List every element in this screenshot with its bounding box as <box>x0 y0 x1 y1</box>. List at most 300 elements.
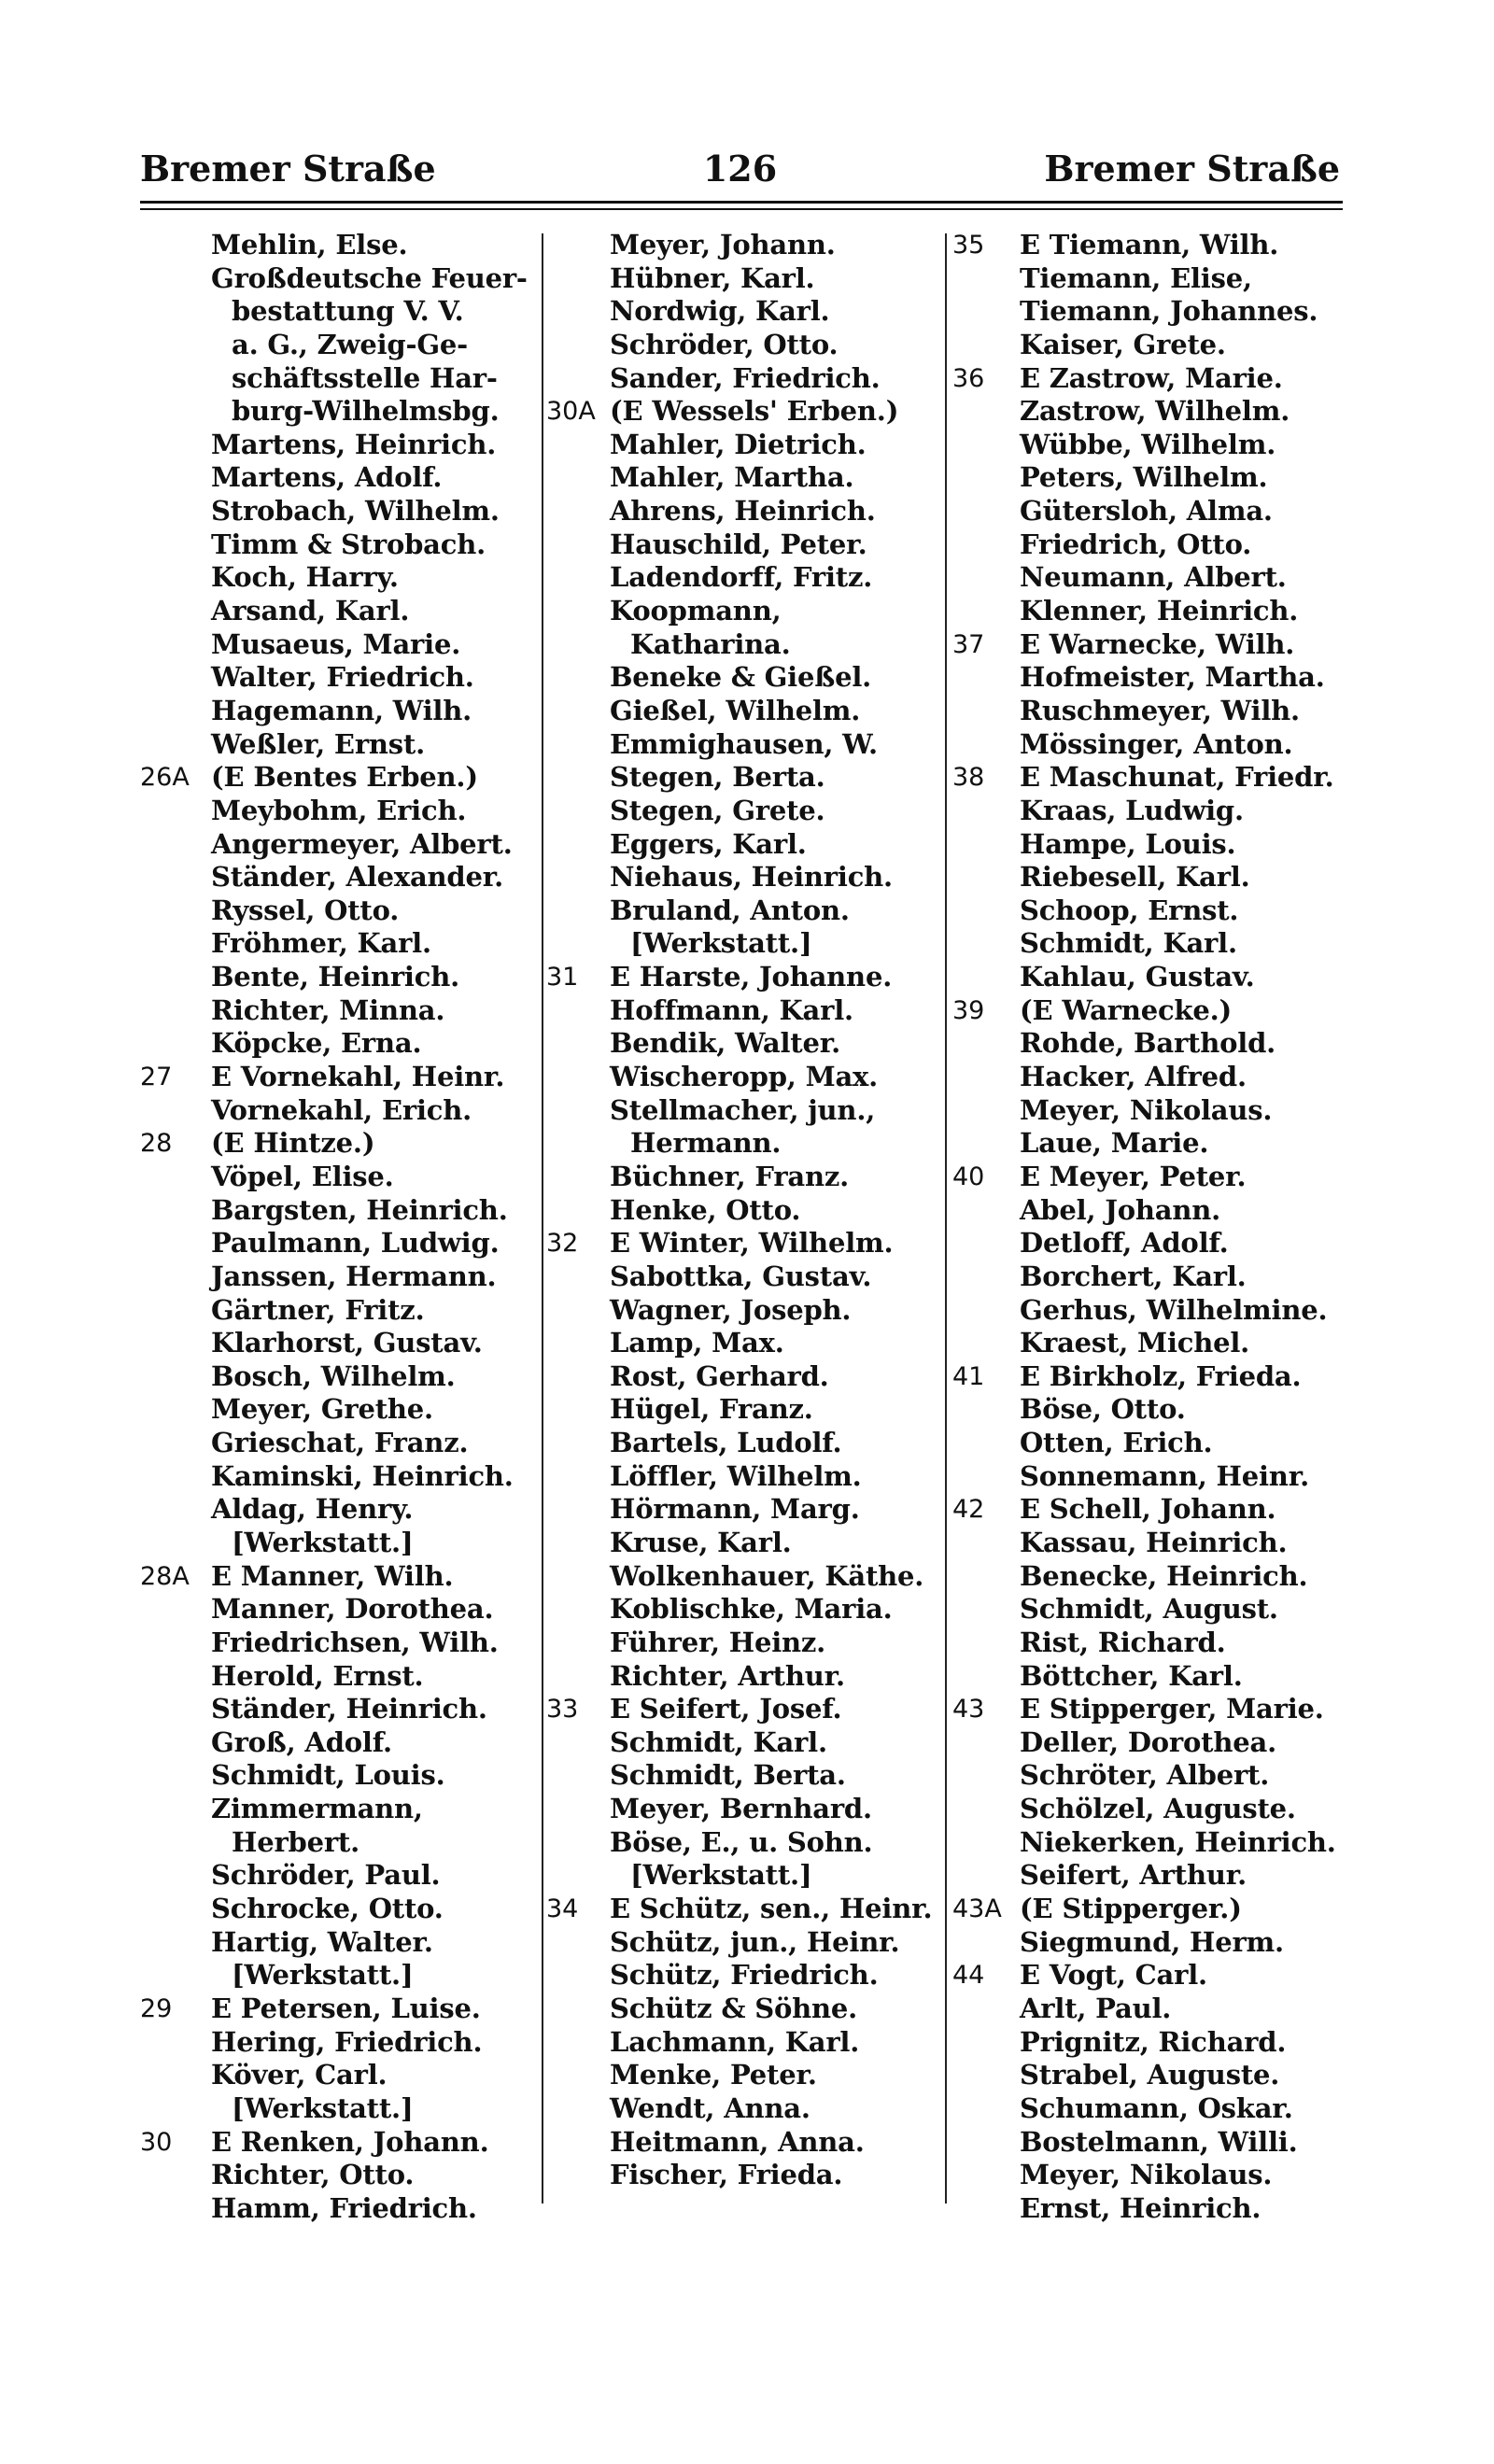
resident-name: Kaiser, Grete. <box>1020 328 1226 360</box>
directory-entry <box>140 661 537 695</box>
resident-name: E Manner, Wilh. <box>211 1559 454 1592</box>
directory-entry <box>952 927 1349 961</box>
resident-name: Meyer, Grethe. <box>211 1393 433 1426</box>
resident-name: Bosch, Wilhelm. <box>211 1359 456 1392</box>
house-number: 28 <box>140 1129 173 1159</box>
directory-entry <box>140 1527 537 1560</box>
directory-entry <box>952 1926 1349 1960</box>
directory-entry <box>952 1227 1349 1260</box>
house-number: 37 <box>952 629 985 659</box>
directory-entry <box>952 1593 1349 1626</box>
resident-name: Richter, Minna. <box>211 993 445 1026</box>
directory-entry <box>546 1327 943 1360</box>
house-number: 44 <box>952 1961 985 1991</box>
resident-name: Wendt, Anna. <box>610 2091 810 2124</box>
directory-entry <box>140 695 537 728</box>
directory-entry <box>952 1061 1349 1094</box>
house-number: 38 <box>952 763 985 793</box>
resident-name: Stegen, Berta. <box>610 761 825 794</box>
directory-entry <box>140 2159 537 2192</box>
resident-name: Sander, Friedrich. <box>610 361 881 394</box>
directory-entry <box>140 961 537 994</box>
directory-entry <box>546 1560 943 1594</box>
directory-entry <box>546 1161 943 1194</box>
directory-entry <box>952 1527 1349 1560</box>
directory-entry <box>546 1360 943 1394</box>
page-number: 126 <box>702 148 778 190</box>
resident-name: Schütz, Friedrich. <box>610 1959 879 1992</box>
resident-name: Lamp, Max. <box>610 1327 784 1359</box>
resident-name: Richter, Arthur. <box>610 1659 845 1692</box>
resident-name: Hampe, Louis. <box>1020 827 1236 860</box>
directory-entry <box>952 628 1349 662</box>
directory-entry <box>546 1926 943 1960</box>
resident-name: Meybohm, Erich. <box>211 794 467 826</box>
directory-entry <box>140 1859 537 1893</box>
directory-entry <box>140 1693 537 1726</box>
directory-entry <box>546 861 943 894</box>
resident-name: Böse, Otto. <box>1020 1393 1186 1426</box>
resident-name: Schmidt, Karl. <box>1020 927 1237 960</box>
directory-entry <box>546 961 943 994</box>
directory-entry <box>140 1161 537 1194</box>
resident-name: Niehaus, Heinrich. <box>610 861 893 894</box>
directory-entry <box>546 1826 943 1860</box>
resident-name: Gütersloh, Alma. <box>1020 495 1273 528</box>
directory-entry <box>952 695 1349 728</box>
resident-name: Schrocke, Otto. <box>211 1893 444 1925</box>
house-number: 43A <box>952 1894 1002 1924</box>
directory-entry <box>140 595 537 628</box>
resident-name: Niekerken, Heinrich. <box>1020 1825 1336 1858</box>
resident-name: Mössinger, Anton. <box>1020 727 1293 760</box>
directory-entry <box>546 1227 943 1260</box>
resident-name: Schölzel, Auguste. <box>1020 1793 1296 1825</box>
resident-name: Koch, Harry. <box>211 561 399 594</box>
directory-entry <box>140 362 537 396</box>
directory-entry <box>546 329 943 362</box>
resident-name: Mehlin, Else. <box>211 229 408 260</box>
directory-entry <box>952 1626 1349 1660</box>
resident-name: Kraas, Ludwig. <box>1020 794 1244 826</box>
directory-entry <box>546 1094 943 1128</box>
house-number: 32 <box>546 1229 579 1259</box>
resident-name: [Werkstatt.] <box>630 927 812 960</box>
directory-entry <box>546 229 943 262</box>
column-divider-1 <box>542 233 543 2204</box>
resident-name: Friedrichsen, Wilh. <box>211 1626 499 1658</box>
resident-name: Walter, Friedrich. <box>211 661 474 694</box>
resident-name: E Schell, Johann. <box>1020 1493 1276 1526</box>
resident-name: Hauschild, Peter. <box>610 528 867 560</box>
resident-name: Koopmann, <box>610 595 782 627</box>
directory-entry <box>546 1859 943 1893</box>
resident-name: Bruland, Anton. <box>610 894 850 926</box>
directory-entry <box>140 395 537 429</box>
resident-name: Deller, Dorothea. <box>1020 1725 1276 1758</box>
resident-name: Köver, Carl. <box>211 2059 388 2091</box>
house-number: 27 <box>140 1063 173 1092</box>
resident-name: Büchner, Franz. <box>610 1160 850 1192</box>
directory-entry <box>140 1660 537 1694</box>
resident-name: Neumann, Albert. <box>1020 561 1287 594</box>
resident-name: Fischer, Frieda. <box>610 2159 843 2191</box>
resident-name: (E Stipperger.) <box>1020 1893 1242 1925</box>
resident-name: Schröder, Otto. <box>610 328 839 360</box>
directory-entry <box>952 1260 1349 1294</box>
directory-entry <box>140 1360 537 1394</box>
resident-name: Bartels, Ludolf. <box>610 1427 842 1459</box>
house-number: 33 <box>546 1695 579 1725</box>
resident-name: Beneke & Gießel. <box>610 661 872 694</box>
directory-entry <box>140 1959 537 1992</box>
directory-entry <box>140 2059 537 2092</box>
directory-entry <box>952 1294 1349 1328</box>
resident-name: Wübbe, Wilhelm. <box>1020 428 1276 460</box>
directory-entry <box>952 961 1349 994</box>
directory-entry <box>140 1759 537 1793</box>
resident-name: Gießel, Wilhelm. <box>610 694 861 726</box>
resident-name: Rist, Richard. <box>1020 1626 1226 1658</box>
resident-name: Aldag, Henry. <box>211 1493 414 1526</box>
directory-entry <box>140 495 537 528</box>
directory-entry <box>546 894 943 928</box>
resident-name: E Zastrow, Marie. <box>1020 361 1283 394</box>
resident-name: Sonnemann, Heinr. <box>1020 1459 1310 1492</box>
directory-entry <box>952 1793 1349 1826</box>
resident-name: Angermeyer, Albert. <box>211 827 513 860</box>
directory-entry <box>140 1493 537 1527</box>
resident-name: Hoffmann, Karl. <box>610 993 853 1026</box>
directory-entry <box>952 1460 1349 1494</box>
resident-name: Janssen, Hermann. <box>211 1260 497 1292</box>
resident-name: E Seifert, Josef. <box>610 1693 842 1725</box>
directory-entry <box>952 262 1349 296</box>
resident-name: Böttcher, Karl. <box>1020 1659 1243 1692</box>
resident-name: E Harste, Johanne. <box>610 961 893 993</box>
resident-name: a. G., Zweig-Ge- <box>232 328 468 360</box>
resident-name: Böse, E., u. Sohn. <box>610 1825 873 1858</box>
resident-name: Ryssel, Otto. <box>211 894 400 926</box>
resident-name: (E Wessels' Erben.) <box>610 395 899 428</box>
directory-entry <box>952 2026 1349 2060</box>
resident-name: Meyer, Bernhard. <box>610 1793 872 1825</box>
resident-name: Sabottka, Gustav. <box>610 1260 872 1292</box>
resident-name: Seifert, Arthur. <box>1020 1859 1247 1892</box>
header-street-right: Bremer Straße <box>1044 148 1340 190</box>
directory-entry <box>952 1360 1349 1394</box>
resident-name: E Warnecke, Wilh. <box>1020 627 1295 660</box>
directory-entry <box>952 1127 1349 1161</box>
directory-entry <box>546 661 943 695</box>
directory-entry <box>140 1227 537 1260</box>
directory-entry <box>140 728 537 762</box>
directory-entry <box>140 329 537 362</box>
directory-entry <box>546 429 943 462</box>
directory-entry <box>546 495 943 528</box>
resident-name: Kahlau, Gustav. <box>1020 961 1255 993</box>
resident-name: Lachmann, Karl. <box>610 2025 860 2058</box>
directory-entry <box>140 1992 537 2026</box>
house-number: 35 <box>952 231 985 260</box>
directory-entry <box>546 1294 943 1328</box>
directory-entry <box>952 1726 1349 1760</box>
directory-entry <box>546 295 943 329</box>
resident-name: Schmidt, Louis. <box>211 1759 445 1792</box>
directory-entry <box>952 1893 1349 1926</box>
directory-entry <box>140 1826 537 1860</box>
directory-entry <box>140 1593 537 1626</box>
directory-entry <box>952 429 1349 462</box>
directory-entry <box>140 795 537 828</box>
directory-entry <box>546 395 943 429</box>
directory-entry <box>140 1626 537 1660</box>
directory-entry <box>546 1726 943 1760</box>
house-number: 42 <box>952 1495 985 1525</box>
directory-entry <box>952 2059 1349 2092</box>
resident-name: Hermann. <box>630 1127 782 1160</box>
resident-name: Ständer, Alexander. <box>211 861 504 894</box>
resident-name: Führer, Heinz. <box>610 1626 826 1658</box>
resident-name: E Birkholz, Frieda. <box>1020 1359 1302 1392</box>
page-header <box>140 145 1340 193</box>
resident-name: Fröhmer, Karl. <box>211 927 431 960</box>
resident-name: Manner, Dorothea. <box>211 1593 494 1626</box>
house-number: 43 <box>952 1695 985 1725</box>
directory-entry <box>546 2126 943 2160</box>
directory-entry <box>546 1427 943 1460</box>
directory-entry <box>546 1127 943 1161</box>
resident-name: Borchert, Karl. <box>1020 1260 1247 1292</box>
house-number: 34 <box>546 1894 579 1924</box>
directory-entry <box>140 1726 537 1760</box>
directory-entry <box>140 1127 537 1161</box>
resident-name: Ahrens, Heinrich. <box>610 495 876 528</box>
directory-entry <box>140 1027 537 1061</box>
resident-name: Zimmermann, <box>211 1793 423 1825</box>
resident-name: (E Warnecke.) <box>1020 993 1232 1026</box>
resident-name: Großdeutsche Feuer- <box>211 261 528 294</box>
directory-entry <box>140 1094 537 1128</box>
resident-name: Mahler, Martha. <box>610 461 854 494</box>
resident-name: Stegen, Grete. <box>610 794 825 826</box>
directory-entry <box>546 362 943 396</box>
resident-name: Katharina. <box>630 627 791 660</box>
directory-entry <box>140 461 537 495</box>
directory-entry <box>140 229 537 262</box>
resident-name: Schröter, Albert. <box>1020 1759 1270 1792</box>
resident-name: Arlt, Paul. <box>1020 1992 1172 2024</box>
directory-entry <box>546 1593 943 1626</box>
resident-name: Löffler, Wilhelm. <box>610 1459 862 1492</box>
directory-entry <box>140 828 537 862</box>
resident-name: Musaeus, Marie. <box>211 627 461 660</box>
resident-name: Mahler, Dietrich. <box>610 428 867 460</box>
directory-entry <box>952 761 1349 795</box>
header-rule-thick <box>140 201 1343 204</box>
house-number: 30 <box>140 2127 173 2157</box>
directory-entry <box>952 1427 1349 1460</box>
directory-entry <box>952 595 1349 628</box>
directory-entry <box>140 628 537 662</box>
directory-entry <box>140 1294 537 1328</box>
resident-name: Bendik, Walter. <box>610 1027 841 1060</box>
directory-entry <box>546 1893 943 1926</box>
directory-entry <box>952 2092 1349 2126</box>
directory-entry <box>546 561 943 595</box>
resident-name: Abel, Johann. <box>1020 1193 1221 1226</box>
directory-entry <box>140 1893 537 1926</box>
resident-name: burg-Wilhelmsbg. <box>232 395 500 428</box>
directory-entry <box>140 1061 537 1094</box>
resident-name: Martens, Heinrich. <box>211 428 497 460</box>
resident-name: Prignitz, Richard. <box>1020 2025 1287 2058</box>
resident-name: Kassau, Heinrich. <box>1020 1526 1288 1558</box>
directory-entry <box>952 1759 1349 1793</box>
resident-name: Kaminski, Heinrich. <box>211 1459 514 1492</box>
resident-name: bestattung V. V. <box>232 295 464 328</box>
column-1 <box>140 229 537 2225</box>
directory-entry <box>952 1327 1349 1360</box>
resident-name: Klenner, Heinrich. <box>1020 595 1299 627</box>
resident-name: Herbert. <box>232 1825 360 1858</box>
directory-entry <box>546 1493 943 1527</box>
house-number: 30A <box>546 397 596 427</box>
directory-entry <box>546 1393 943 1427</box>
resident-name: Martens, Adolf. <box>211 461 443 494</box>
directory-entry <box>140 1926 537 1960</box>
directory-entry <box>140 1260 537 1294</box>
resident-name: Strabel, Auguste. <box>1020 2059 1280 2091</box>
directory-entry <box>952 1859 1349 1893</box>
resident-name: Strobach, Wilhelm. <box>211 495 500 528</box>
resident-name: Siegmund, Herm. <box>1020 1925 1284 1958</box>
resident-name: Gärtner, Fritz. <box>211 1293 425 1326</box>
directory-entry <box>140 861 537 894</box>
resident-name: Wagner, Joseph. <box>610 1293 852 1326</box>
resident-name: Laue, Marie. <box>1020 1127 1209 1160</box>
directory-entry <box>140 262 537 296</box>
resident-name: Meyer, Johann. <box>610 229 836 260</box>
resident-name: Schröder, Paul. <box>211 1859 441 1892</box>
directory-entry <box>140 2026 537 2060</box>
directory-entry <box>952 1660 1349 1694</box>
directory-entry <box>546 1027 943 1061</box>
directory-entry <box>952 1826 1349 1860</box>
resident-name: Hübner, Karl. <box>610 261 815 294</box>
directory-entry <box>546 1626 943 1660</box>
resident-name: Otten, Erich. <box>1020 1427 1213 1459</box>
resident-name: Wolkenhauer, Käthe. <box>610 1559 924 1592</box>
directory-entry <box>546 1660 943 1694</box>
directory-entry <box>546 1759 943 1793</box>
resident-name: E Stipperger, Marie. <box>1020 1693 1324 1725</box>
resident-name: Friedrich, Otto. <box>1020 528 1252 560</box>
header-street-left: Bremer Straße <box>140 148 436 190</box>
resident-name: Herold, Ernst. <box>211 1659 424 1692</box>
directory-entry <box>546 1260 943 1294</box>
resident-name: Stellmacher, jun., <box>610 1093 876 1126</box>
resident-name: Bente, Heinrich. <box>211 961 459 993</box>
directory-entry <box>952 1094 1349 1128</box>
directory-entry <box>546 728 943 762</box>
directory-entry <box>546 1693 943 1726</box>
column-2 <box>546 229 943 2192</box>
directory-entry <box>952 1560 1349 1594</box>
directory-entry <box>546 2059 943 2092</box>
resident-name: E Meyer, Peter. <box>1020 1160 1247 1192</box>
column-divider-2 <box>945 233 947 2204</box>
directory-entry <box>952 2126 1349 2160</box>
directory-entry <box>952 561 1349 595</box>
directory-entry <box>546 2092 943 2126</box>
resident-name: Tiemann, Johannes. <box>1020 295 1318 328</box>
directory-entry <box>952 1959 1349 1992</box>
resident-name: Hörmann, Marg. <box>610 1493 860 1526</box>
house-number: 31 <box>546 963 579 993</box>
resident-name: Zastrow, Wilhelm. <box>1020 395 1290 428</box>
resident-name: E Maschunat, Friedr. <box>1020 761 1334 794</box>
resident-name: Bostelmann, Willi. <box>1020 2125 1298 2158</box>
directory-entry <box>546 262 943 296</box>
directory-entry <box>952 329 1349 362</box>
resident-name: Timm & Strobach. <box>211 528 486 560</box>
house-number: 36 <box>952 363 985 393</box>
directory-entry <box>952 1027 1349 1061</box>
directory-entry <box>546 828 943 862</box>
resident-name: Hering, Friedrich. <box>211 2025 483 2058</box>
resident-name: Eggers, Karl. <box>610 827 807 860</box>
resident-name: [Werkstatt.] <box>630 1859 812 1892</box>
directory-entry <box>140 1427 537 1460</box>
resident-name: Richter, Otto. <box>211 2159 415 2191</box>
resident-name: Schütz & Söhne. <box>610 1992 858 2024</box>
directory-entry <box>546 2159 943 2192</box>
directory-entry <box>952 295 1349 329</box>
resident-name: Meyer, Nikolaus. <box>1020 1093 1273 1126</box>
directory-entry <box>952 894 1349 928</box>
directory-entry <box>140 429 537 462</box>
directory-entry <box>140 1327 537 1360</box>
directory-entry <box>546 1460 943 1494</box>
directory-entry <box>546 2026 943 2060</box>
resident-name: Schumann, Oskar. <box>1020 2091 1293 2124</box>
resident-name: Weßler, Ernst. <box>211 727 426 760</box>
directory-entry <box>952 861 1349 894</box>
directory-entry <box>952 795 1349 828</box>
house-number: 26A <box>140 763 190 793</box>
resident-name: [Werkstatt.] <box>232 2091 414 2124</box>
resident-name: Klarhorst, Gustav. <box>211 1327 483 1359</box>
directory-entry <box>546 1959 943 1992</box>
resident-name: Gerhus, Wilhelmine. <box>1020 1293 1328 1326</box>
directory-entry <box>952 2192 1349 2226</box>
house-number: 39 <box>952 995 985 1025</box>
directory-entry <box>952 362 1349 396</box>
resident-name: Hamm, Friedrich. <box>211 2191 477 2224</box>
resident-name: schäftsstelle Har- <box>232 361 498 394</box>
directory-entry <box>952 994 1349 1028</box>
directory-entry <box>140 1194 537 1228</box>
resident-name: Koblischke, Maria. <box>610 1593 893 1626</box>
directory-entry <box>140 894 537 928</box>
directory-entry <box>546 1527 943 1560</box>
directory-entry <box>952 395 1349 429</box>
resident-name: Detloff, Adolf. <box>1020 1227 1229 1260</box>
directory-entry <box>546 1194 943 1228</box>
directory-entry <box>546 695 943 728</box>
directory-entry <box>140 2192 537 2226</box>
